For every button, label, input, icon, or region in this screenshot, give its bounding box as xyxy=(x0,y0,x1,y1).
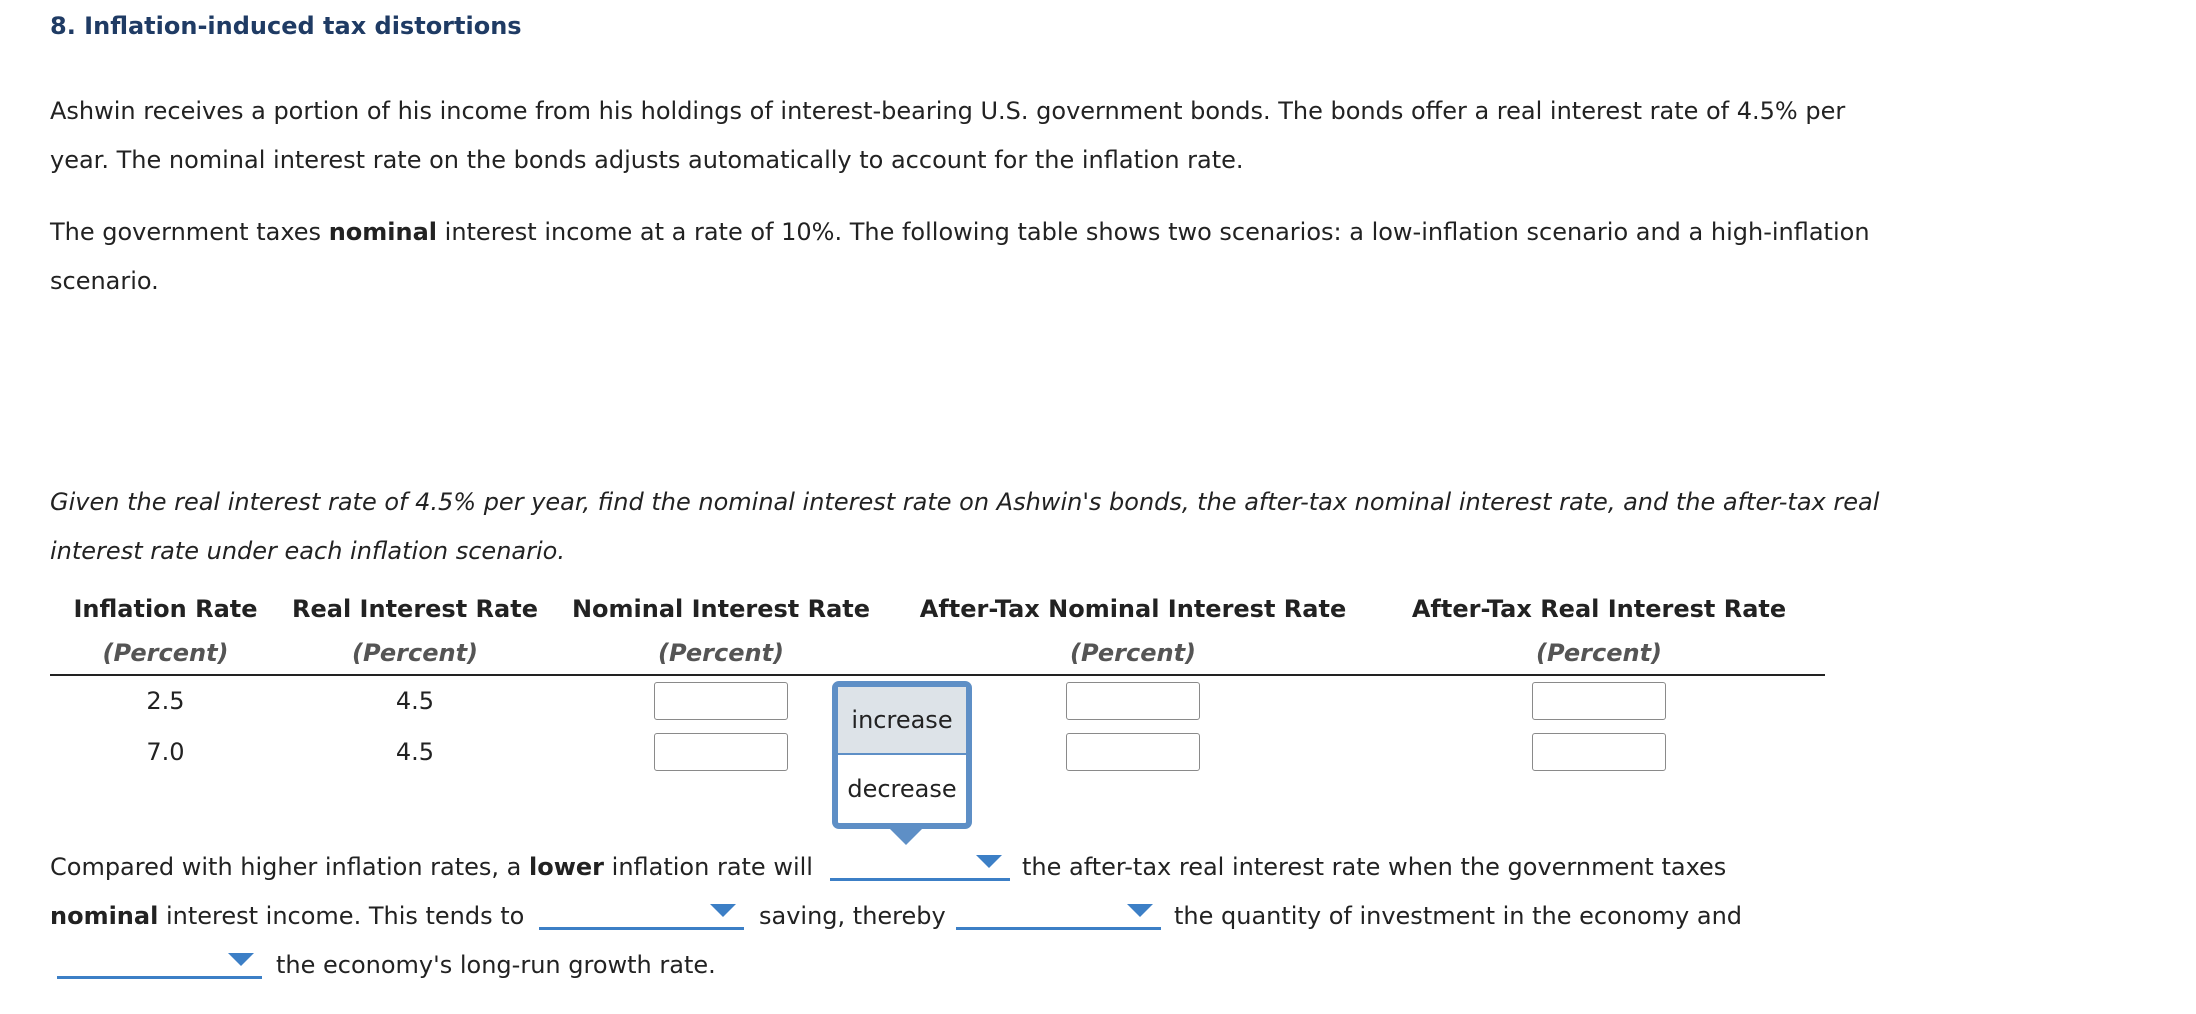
conclusion-saving-text: saving, thereby xyxy=(759,902,946,930)
dropdown-saving-effect[interactable] xyxy=(539,892,744,930)
after-tax-nominal-high-input[interactable] xyxy=(1066,733,1200,771)
after-tax-nominal-low-input[interactable] xyxy=(1066,682,1200,720)
dropdown-lower-inflation-effect[interactable] xyxy=(830,843,1010,881)
header-after-tax-nominal-rate: After-Tax Nominal Interest Rate xyxy=(919,595,1347,623)
option-increase[interactable]: increase xyxy=(838,687,966,755)
cell-after-tax-real-high xyxy=(1373,726,1825,778)
conclusion-s1-mid: inflation rate will xyxy=(604,853,813,881)
intro-paragraph: Ashwin receives a portion of his income from his holdings of interest-bearing U.S. government bonds. The bonds offer a real interest rate of 4.5% per year. The nominal interest rate on the bonds adjusts automatically to account for the inflation rate. xyxy=(50,97,1846,174)
dropdown-options-popup xyxy=(832,681,972,829)
conclusion-line-1-end: the after-tax real interest rate when the government taxes xyxy=(1022,853,1727,881)
conclusion-line-2 xyxy=(50,892,524,941)
after-tax-real-low-input[interactable] xyxy=(1532,682,1666,720)
chevron-down-icon xyxy=(1127,904,1153,917)
cell-real-low: 4.5 xyxy=(395,687,435,715)
tax-paragraph-emphasis: nominal xyxy=(328,218,438,246)
conclusion-line-1 xyxy=(50,843,813,892)
chevron-down-icon xyxy=(228,953,254,966)
tax-paragraph-end: interest income at a rate of 10%. The following table shows two scenarios: a low-inflation scenario and a high-inflation scenario. xyxy=(50,218,1870,295)
cell-inflation-high: 7.0 xyxy=(146,738,185,766)
conclusion-s1-start: Compared with higher inflation rates, a xyxy=(50,853,530,881)
cell-inflation-low: 2.5 xyxy=(146,687,185,715)
header-inflation-rate: Inflation Rate xyxy=(73,595,258,623)
tax-paragraph xyxy=(50,208,1910,306)
conclusion-s1-emphasis: lower xyxy=(529,853,605,881)
unit-after-tax-nominal-rate: (Percent) xyxy=(893,631,1373,675)
cell-real-high: 4.5 xyxy=(395,738,435,766)
conclusion-line-3-end: the economy's long-run growth rate. xyxy=(276,951,716,979)
header-real-interest-rate: Real Interest Rate xyxy=(292,595,538,623)
after-tax-real-high-input[interactable] xyxy=(1532,733,1666,771)
header-nominal-interest-rate: Nominal Interest Rate xyxy=(571,595,871,623)
question-title: 8. Inflation-induced tax distortions xyxy=(50,12,522,40)
option-decrease[interactable]: decrease xyxy=(847,775,957,803)
unit-inflation-rate: (Percent) xyxy=(50,631,281,675)
dropdown-growth-effect[interactable] xyxy=(57,941,262,979)
cell-after-tax-real-low xyxy=(1373,675,1825,726)
chevron-down-icon xyxy=(976,855,1002,868)
conclusion-s2-mid: interest income. This tends to xyxy=(158,902,525,930)
unit-real-interest-rate: (Percent) xyxy=(281,631,549,675)
popup-pointer-icon xyxy=(890,829,922,845)
header-after-tax-real-rate: After-Tax Real Interest Rate xyxy=(1411,595,1787,623)
unit-nominal-interest-rate: (Percent) xyxy=(549,631,893,675)
instruction-paragraph: Given the real interest rate of 4.5% per year, find the nominal interest rate on Ashwin's bonds, the after-tax nominal interest rate, and the after-tax real interest rate under each inflation scenario. xyxy=(50,488,1880,565)
tax-paragraph-start: The government taxes xyxy=(50,218,329,246)
chevron-down-icon xyxy=(710,904,736,917)
nominal-rate-low-input[interactable] xyxy=(654,682,788,720)
conclusion-investment-text: the quantity of investment in the economy and xyxy=(1174,902,1743,930)
nominal-rate-high-input[interactable] xyxy=(654,733,788,771)
conclusion-s2-emphasis: nominal xyxy=(50,902,159,930)
dropdown-investment-effect[interactable] xyxy=(956,892,1161,930)
unit-after-tax-real-rate: (Percent) xyxy=(1373,631,1825,675)
